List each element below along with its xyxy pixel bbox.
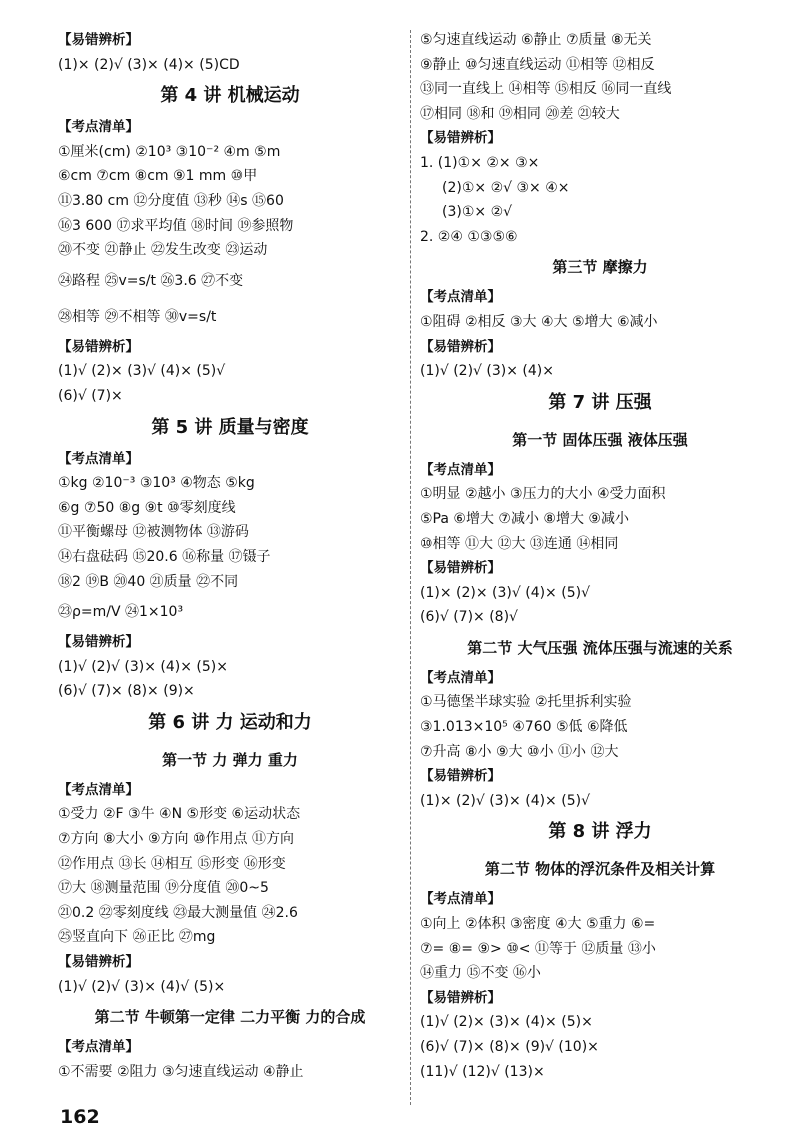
section-heading: 第一节 固体压强 液体压强 [512, 430, 688, 449]
section-label: 【考点清单】 [58, 450, 139, 467]
answer-line: ①受力 ②F ③牛 ④N ⑤形变 ⑥运动状态 [58, 806, 301, 823]
column-divider [410, 30, 411, 1105]
section-heading: 第二节 大气压强 流体压强与流速的关系 [467, 638, 733, 657]
answer-line: ⑨静止 ⑩匀速直线运动 ⑪相等 ⑫相反 [420, 56, 655, 73]
answer-line: ⑰相同 ⑱和 ⑲相同 ⑳差 ㉑较大 [420, 105, 620, 122]
answer-line: ①向上 ②体积 ③密度 ④大 ⑤重力 ⑥= [420, 916, 656, 933]
answer-line: ⑭右盘砝码 ⑮20.6 ⑯称量 ⑰镊子 [58, 548, 271, 565]
section-heading: 第二节 牛顿第一定律 二力平衡 力的合成 [94, 1008, 366, 1027]
section-label: 【易错辨析】 [420, 560, 501, 577]
answer-line: ⑪平衡螺母 ⑫被测物体 ⑬游码 [58, 524, 249, 541]
section-label: 【易错辨析】 [420, 768, 501, 785]
answer-line: (11)√ (12)√ (13)× [420, 1063, 545, 1080]
answer-line: ⑦= ⑧= ⑨> ⑩< ⑪等于 ⑫质量 ⑬小 [420, 940, 656, 957]
answer-line: ㉓ρ=m/V ㉔1×10³ [58, 604, 184, 621]
answer-line: (1)√ (2)√ (3)× (4)× (5)× [58, 658, 228, 675]
section-label: 【易错辨析】 [58, 634, 139, 651]
answer-line: ①明显 ②越小 ③压力的大小 ④受力面积 [420, 486, 666, 503]
section-label: 【考点清单】 [58, 781, 139, 798]
answer-line: ⑥cm ⑦cm ⑧cm ⑨1 mm ⑩甲 [58, 168, 258, 185]
section-label: 【考点清单】 [420, 289, 501, 306]
answer-line: (6)√ (7)× (8)× (9)× [58, 683, 195, 700]
answer-line: ㉑0.2 ㉒零刻度线 ㉓最大测量值 ㉔2.6 [58, 904, 298, 921]
answer-line: (1)√ (2)× (3)× (4)× (5)× [420, 1014, 593, 1031]
answer-line: ⑳不变 ㉑静止 ㉒发生改变 ㉓运动 [58, 242, 268, 259]
section-label: 【易错辨析】 [420, 338, 501, 355]
answer-line: ㉘相等 ㉙不相等 ㉚v=s/t [58, 308, 217, 325]
answer-line: (6)√ (7)× [58, 387, 123, 404]
answer-line: ⑱2 ⑲B ⑳40 ㉑质量 ㉒不同 [58, 573, 239, 590]
section-label: 【易错辨析】 [58, 954, 139, 971]
answer-line: ③1.013×10⁵ ④760 ⑤低 ⑥降低 [420, 719, 628, 736]
section-label: 【易错辨析】 [58, 32, 139, 48]
answer-line: (2)①× ②√ ③× ④× [442, 179, 570, 196]
left-column [58, 28, 402, 1084]
answer-line: 1. (1)①× ②× ③× [420, 154, 540, 171]
answer-line: ①不需要 ②阻力 ③匀速直线运动 ④静止 [58, 1063, 304, 1080]
answer-line: (1)√ (2)√ (3)× (4)√ (5)× [58, 978, 226, 995]
section-label: 【考点清单】 [58, 119, 139, 136]
answer-line: ⑦升高 ⑧小 ⑨大 ⑩小 ⑪小 ⑫大 [420, 743, 619, 760]
answer-line: ①厘米(cm) ②10³ ③10⁻² ④m ⑤m [58, 143, 281, 160]
answer-line: ⑦方向 ⑧大小 ⑨方向 ⑩作用点 ⑪方向 [58, 831, 295, 848]
answer-line: ①马德堡半球实验 ②托里拆利实验 [420, 694, 632, 711]
section-label: 【易错辨析】 [58, 338, 139, 355]
answer-line: ⑬同一直线上 ⑭相等 ⑮相反 ⑯同一直线 [420, 81, 672, 98]
answer-line: ⑪3.80 cm ⑫分度值 ⑬秒 ⑭s ⑮60 [58, 192, 284, 209]
answer-line: ⑭重力 ⑮不变 ⑯小 [420, 965, 541, 982]
lecture-heading: 第 7 讲 压强 [548, 391, 652, 413]
section-label: 【考点清单】 [58, 1039, 139, 1056]
answer-line: ⑤匀速直线运动 ⑥静止 ⑦质量 ⑧无关 [420, 32, 652, 48]
answer-line: (6)√ (7)× (8)× (9)√ (10)× [420, 1039, 599, 1055]
lecture-heading: 第 5 讲 质量与密度 [151, 416, 309, 438]
section-label: 【易错辨析】 [420, 989, 501, 1006]
section-label: 【易错辨析】 [420, 130, 501, 147]
answer-line: 2. ②④ ①③⑤⑥ [420, 228, 518, 245]
answer-line: ⑤Pa ⑥增大 ⑦减小 ⑧增大 ⑨减小 [420, 510, 629, 527]
section-label: 【考点清单】 [420, 891, 501, 908]
answer-line: ⑯3 600 ⑰求平均值 ⑱时间 ⑲参照物 [58, 217, 294, 234]
answer-line: ①kg ②10⁻³ ③10³ ④物态 ⑤kg [58, 475, 255, 492]
section-label: 【考点清单】 [420, 461, 501, 478]
answer-line: (3)①× ②√ [442, 204, 513, 221]
answer-line: (1)× (2)√ (3)× (4)× (5)CD [58, 56, 240, 73]
section-heading: 第一节 力 弹力 重力 [162, 750, 298, 769]
section-heading: 第二节 物体的浮沉条件及相关计算 [484, 860, 716, 879]
answer-line: (6)√ (7)× (8)√ [420, 609, 518, 626]
lecture-heading: 第 6 讲 力 运动和力 [148, 711, 312, 733]
answer-line: ①阻碍 ②相反 ③大 ④大 ⑤增大 ⑥减小 [420, 313, 658, 330]
answer-line: (1)√ (2)√ (3)× (4)× [420, 363, 554, 380]
answer-line: ⑰大 ⑱测量范围 ⑲分度值 ⑳0~5 [58, 880, 269, 897]
lecture-heading: 第 8 讲 浮力 [548, 821, 652, 843]
right-column [420, 28, 780, 1084]
answer-line: ㉔路程 ㉕v=s/t ㉖3.6 ㉗不变 [58, 272, 244, 289]
answer-line: ⑫作用点 ⑬长 ⑭相互 ⑮形变 ⑯形变 [58, 855, 286, 872]
answer-line: ⑥g ⑦50 ⑧g ⑨t ⑩零刻度线 [58, 499, 236, 516]
page-number: 162 [60, 1106, 100, 1128]
section-heading: 第三节 摩擦力 [552, 258, 648, 277]
answer-line: (1)× (2)× (3)√ (4)× (5)√ [420, 584, 590, 601]
lecture-heading: 第 4 讲 机械运动 [160, 85, 300, 107]
answer-line: (1)× (2)√ (3)× (4)× (5)√ [420, 792, 590, 809]
answer-line: ㉕竖直向下 ㉖正比 ㉗mg [58, 929, 216, 946]
answer-line: ⑩相等 ⑪大 ⑫大 ⑬连通 ⑭相同 [420, 535, 619, 552]
answer-line: (1)√ (2)× (3)√ (4)× (5)√ [58, 363, 226, 380]
section-label: 【考点清单】 [420, 669, 501, 686]
